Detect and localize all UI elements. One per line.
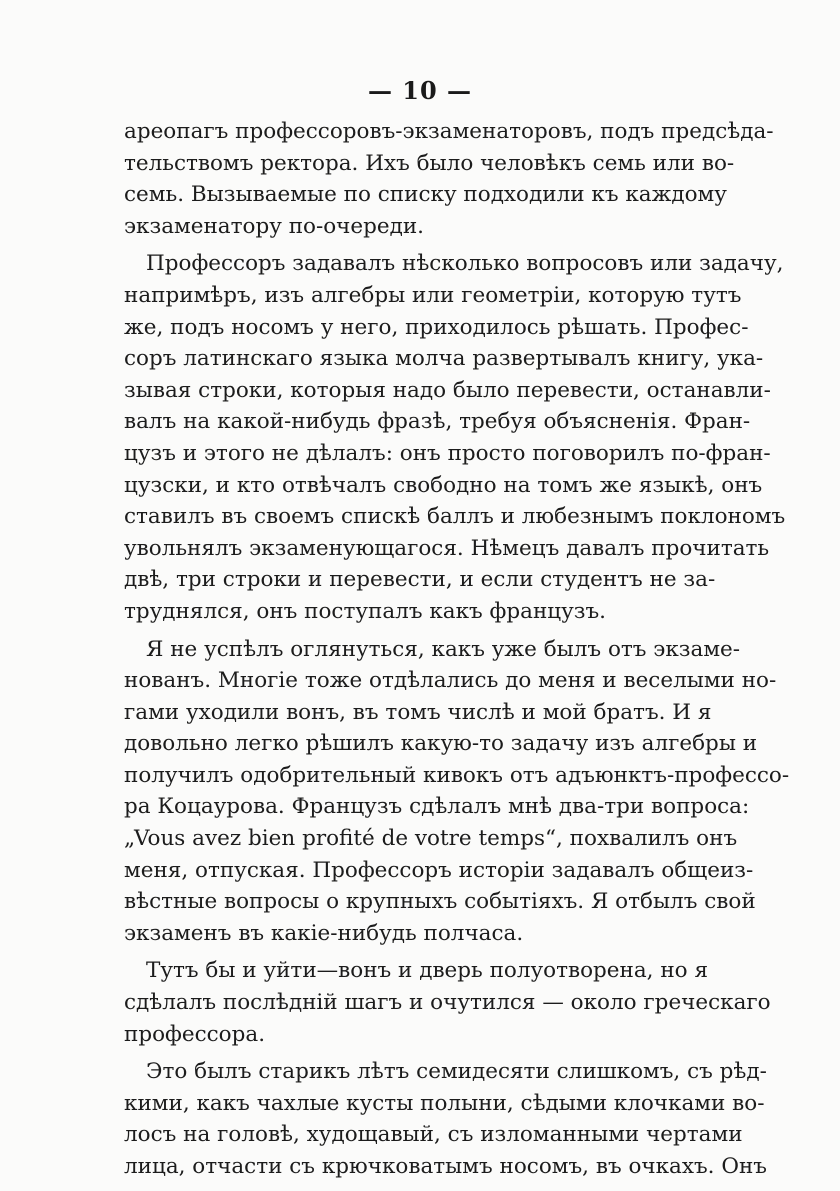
text-line: увольнялъ экзаменующагося. Нѣмецъ давалъ прочитать xyxy=(124,535,770,561)
text-line: нованъ. Многіе тоже отдѣлались до меня и веселыми но- xyxy=(124,668,777,694)
body-text xyxy=(124,116,790,1189)
text-line: Тутъ бы и уйти—вонъ и дверь полуотворена, но я xyxy=(146,958,709,984)
text-line: гами уходили вонъ, въ томъ числѣ и мой братъ. И я xyxy=(124,699,712,725)
text-line: семь. Вызываемые по списку подходили къ каждому xyxy=(124,182,727,208)
text-line: валъ на какой-нибудь фразѣ, требуя объясненія. Фран- xyxy=(124,409,751,435)
text-line: экзаменатору по-очереди. xyxy=(124,213,425,239)
paragraph-1 xyxy=(124,116,774,242)
text-line: экзаменъ въ какіе-нибудь полчаса. xyxy=(124,920,524,946)
text-line: лица, отчасти съ крючковатымъ носомъ, въ очкахъ. Онъ xyxy=(124,1154,767,1179)
text-line: Профессоръ задавалъ нѣсколько вопросовъ или задачу, xyxy=(146,251,784,277)
text-line: профессора. xyxy=(124,1021,266,1047)
text-line: ра Коцаурова. Французъ сдѣлалъ мнѣ два-три вопроса: xyxy=(124,794,750,820)
paragraph-3 xyxy=(124,634,790,950)
text-line: ареопагъ профессоровъ-экзаменаторовъ, подъ предсѣда- xyxy=(124,119,774,144)
text-line: цузски, и кто отвѣчалъ свободно на томъ же языкѣ, онъ xyxy=(124,472,763,498)
text-line: же, подъ носомъ у него, приходилось рѣшать. Профес- xyxy=(124,314,749,340)
text-line: вѣстные вопросы о крупныхъ событіяхъ. Я отбылъ свой xyxy=(124,889,756,915)
text-line: ставилъ въ своемъ спискѣ баллъ и любезнымъ поклономъ xyxy=(124,504,786,530)
text-line: зывая строки, которыя надо было перевести, останавли- xyxy=(124,377,771,403)
text-line: лосъ на головѣ, худощавый, съ изломанными чертами xyxy=(124,1122,743,1148)
paragraph-4 xyxy=(124,955,771,1050)
text-line: Это былъ старикъ лѣтъ семидесяти слишкомъ, съ рѣд- xyxy=(146,1059,767,1085)
text-line: двѣ, три строки и перевести, и если студентъ не за- xyxy=(124,567,716,593)
text-line: Я не успѣлъ оглянуться, какъ уже былъ отъ экзаме- xyxy=(146,636,741,662)
paragraph-2 xyxy=(124,248,786,627)
page-number: — 10 — xyxy=(367,76,473,105)
text-line: меня, отпуская. Профессоръ исторіи задавалъ общеиз- xyxy=(124,857,754,883)
text-line: довольно легко рѣшилъ какую-то задачу изъ алгебры и xyxy=(124,731,758,757)
text-line: „Vous avez bien profité de votre temps“, похвалилъ онъ xyxy=(124,826,738,852)
paragraph-5 xyxy=(124,1056,767,1182)
text-line: получилъ одобрительный кивокъ отъ адъюнктъ-профессо- xyxy=(124,762,790,788)
text-line: сдѣлалъ послѣдній шагъ и очутился — около греческаго xyxy=(124,990,771,1016)
text-line: кими, какъ чахлые кусты полыни, сѣдыми клочками во- xyxy=(124,1090,765,1116)
text-line: цузъ и этого не дѣлалъ: онъ просто поговорилъ по-фран- xyxy=(124,440,771,466)
text-line: тельствомъ ректора. Ихъ было человѣкъ семь или во- xyxy=(124,150,735,176)
text-line: соръ латинскаго языка молча развертывалъ книгу, ука- xyxy=(124,346,764,372)
text-line: напримѣръ, изъ алгебры или геометріи, которую тутъ xyxy=(124,282,742,308)
text-line: труднялся, онъ поступалъ какъ французъ. xyxy=(124,598,606,624)
